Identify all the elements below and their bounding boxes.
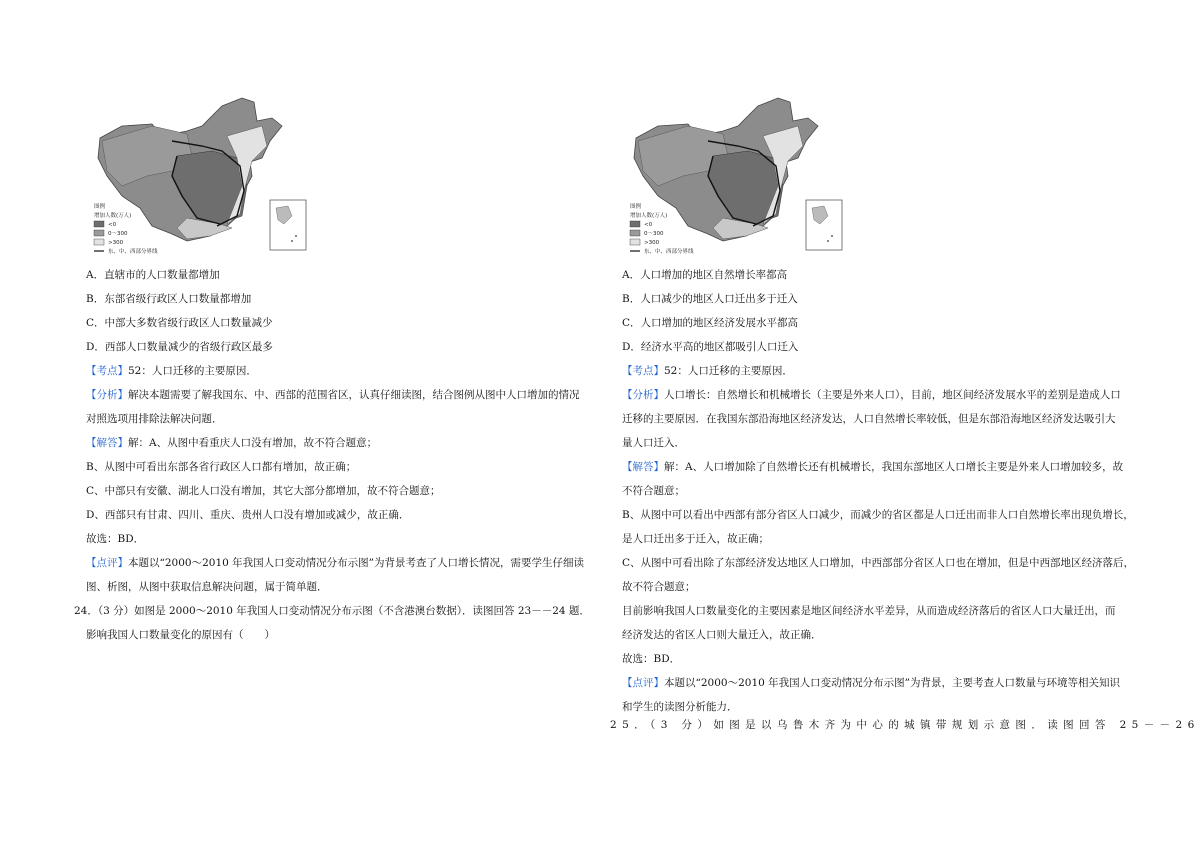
legend-subtitle: 增加人数(万人) (94, 213, 132, 219)
population-change-map (92, 96, 314, 258)
fenxi-text-1: 人口增长：自然增长和机械增长（主要是外来人口），目前，地区间经济发展水平的差别是造成人口 (664, 389, 1121, 401)
question-24-sub: 影响我国人口数量变化的原因有（ ） (86, 629, 275, 641)
jieda-tag: 【解答】 (86, 437, 128, 449)
option-b: B．人口减少的地区人口迁出多于迁入 (622, 293, 798, 305)
option-d: D．西部人口数量减少的省级行政区最多 (86, 341, 273, 353)
jieda-line-7: 目前影响我国人口数量变化的主要因素是地区间经济水平差异，从而造成经济落后的省区人口大量迁出，而 (622, 605, 1116, 617)
legend-boundary: 东、中、西部分界线 (644, 249, 694, 255)
legend-title: 图例 (94, 204, 106, 210)
fenxi-line-1 (622, 388, 1121, 402)
legend-item-3: >300 (644, 240, 660, 246)
dianping-line-1 (86, 556, 584, 570)
dianping-line-1 (622, 676, 1120, 690)
jieda-line-4: D、西部只有甘肃、四川、重庆、贵州人口没有增加或减少，故正确． (86, 509, 410, 521)
jieda-line-1 (86, 436, 377, 450)
legend-item-1: <0 (108, 222, 117, 228)
jieda-line-3: C、中部只有安徽、湖北人口没有增加，其它大部分都增加，故不符合题意； (86, 485, 441, 497)
legend-boundary: 东、中、西部分界线 (108, 249, 158, 255)
population-change-map-2 (628, 96, 850, 258)
fenxi-text-1: 解决本题需要了解我国东、中、西部的范围省区，认真仔细读图，结合图例从图中人口增加的情况 (128, 389, 580, 401)
jieda-line-5: 故选：BD． (86, 533, 145, 545)
dianping-text-1: 本题以“2000～2010 年我国人口变动情况分布示图”为背景，主要考查人口数量与环境等相关知识 (664, 677, 1121, 689)
jieda-line-5: C、从图中可看出除了东部经济发达地区人口增加，中西部部分省区人口也在增加，但是中西部地区经济落后， (622, 557, 1135, 569)
kaodian-text: 52：人口迁移的主要原因． (128, 365, 257, 377)
legend-title: 图例 (630, 204, 642, 210)
jieda-line-9: 故选：BD． (622, 653, 681, 665)
jieda-tag: 【解答】 (622, 461, 664, 473)
dianping-text-1: 本题以“2000～2010 年我国人口变动情况分布示图”为背景考查了人口增长情况，需要学生仔细读 (128, 557, 585, 569)
kaodian-line (622, 364, 793, 378)
jieda-line-6: 故不符合题意； (622, 581, 696, 593)
option-a: A．人口增加的地区自然增长率都高 (622, 269, 788, 281)
jieda-text-1: 解：A、从图中看重庆人口没有增加，故不符合题意； (128, 437, 378, 449)
option-b: B．东部省级行政区人口数量都增加 (86, 293, 252, 305)
jieda-text-1: 解：A、人口增加除了自然增长还有机械增长，我国东部地区人口增长主要是外来人口增加较多，故 (664, 461, 1124, 473)
dianping-line-2: 和学生的读图分析能力． (622, 701, 738, 713)
jieda-line-4: 是人口迁出多于迁入，故正确； (622, 533, 769, 545)
fenxi-tag: 【分析】 (86, 389, 128, 401)
kaodian-tag: 【考点】 (86, 365, 128, 377)
legend-item-2: 0～300 (108, 231, 128, 237)
china-map-figure (92, 96, 314, 258)
legend-item-1: <0 (644, 222, 653, 228)
legend-subtitle: 增加人数(万人) (630, 213, 668, 219)
fenxi-line-3: 量人口迁入． (622, 437, 685, 449)
option-c: C．人口增加的地区经济发展水平都高 (622, 317, 799, 329)
question-25: 25．（3 分）如图是以乌鲁木齐为中心的城镇带规划示意图．读图回答 25－－26 (610, 719, 1200, 731)
fenxi-line-1 (86, 388, 580, 402)
kaodian-tag: 【考点】 (622, 365, 664, 377)
china-map-figure-2 (628, 96, 850, 258)
dianping-line-2: 图、析图，从图中获取信息解决问题，属于简单题． (86, 581, 328, 593)
kaodian-line (86, 364, 257, 378)
option-d: D．经济水平高的地区都吸引人口迁入 (622, 341, 799, 353)
legend-item-3: >300 (108, 240, 124, 246)
legend-item-2: 0～300 (644, 231, 664, 237)
jieda-line-8: 经济发达的省区人口则大量迁入，故正确． (622, 629, 822, 641)
dianping-tag: 【点评】 (86, 557, 128, 569)
option-c: C．中部大多数省级行政区人口数量减少 (86, 317, 273, 329)
jieda-line-2: 不符合题意； (622, 485, 685, 497)
question-24: 24．（3 分）如图是 2000～2010 年我国人口变动情况分布示图（不含港澳台数据）．读图回答 23－－24 题． (74, 605, 590, 617)
jieda-line-1 (622, 460, 1123, 474)
fenxi-tag: 【分析】 (622, 389, 664, 401)
jieda-line-3: B、从图中可以看出中西部有部分省区人口减少，而减少的省区都是人口迁出而非人口自然增长率出现负增长， (622, 509, 1134, 521)
fenxi-line-2: 迁移的主要原因．在我国东部沿海地区经济发达，人口自然增长率较低，但是东部沿海地区经济发达吸引大 (622, 413, 1116, 425)
dianping-tag: 【点评】 (622, 677, 664, 689)
option-a: A．直辖市的人口数量都增加 (86, 269, 220, 281)
kaodian-text: 52：人口迁移的主要原因． (664, 365, 793, 377)
fenxi-line-2: 对照选项用排除法解决问题． (86, 413, 223, 425)
jieda-line-2: B、从图中可看出东部各省行政区人口都有增加，故正确； (86, 461, 357, 473)
